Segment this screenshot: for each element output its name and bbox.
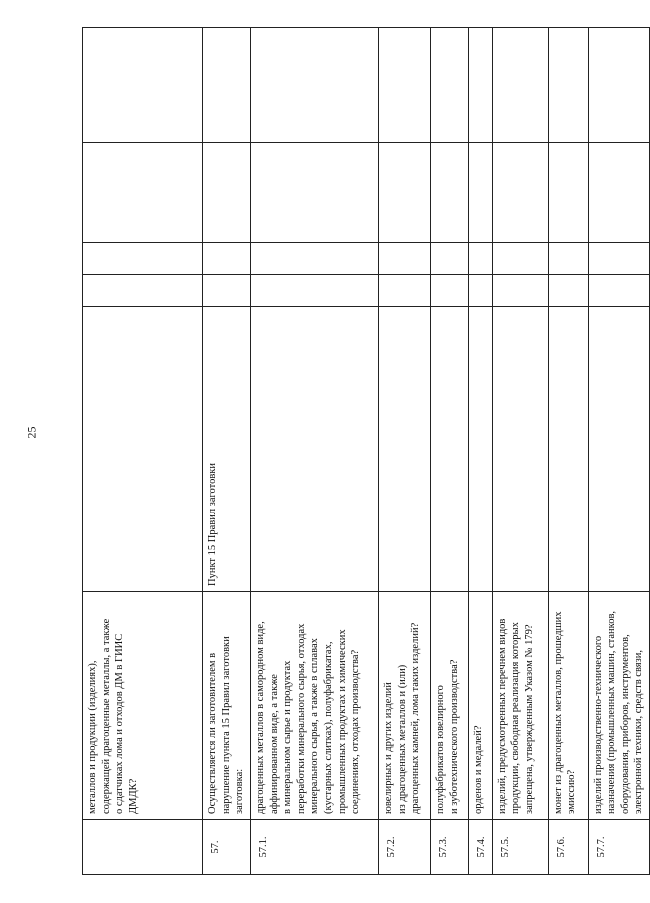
answer-cell <box>378 275 430 307</box>
table-row <box>468 28 492 875</box>
table-row <box>203 28 251 875</box>
answer-cell <box>430 28 468 143</box>
answer-cell <box>548 28 588 143</box>
answer-cell <box>378 143 430 243</box>
legal-reference-cell <box>588 307 650 592</box>
answer-cell <box>588 143 650 243</box>
legal-reference-cell <box>83 307 203 592</box>
answer-cell <box>203 275 251 307</box>
answer-cell <box>378 243 430 275</box>
answer-cell <box>468 243 492 275</box>
item-number-cell: 57.2. <box>378 820 430 875</box>
table-row <box>588 28 650 875</box>
question-cell: изделий производственно-технического назначения (промышленных машин, станков, оборудования, приборов, инструментов, электронной техники, средств связи, <box>588 592 650 820</box>
answer-cell <box>203 143 251 243</box>
answer-cell <box>250 28 378 143</box>
answer-cell <box>492 143 548 243</box>
answer-cell <box>83 243 203 275</box>
legal-reference-cell <box>548 307 588 592</box>
legal-reference-cell: Пункт 15 Правил заготовки <box>203 307 251 592</box>
answer-cell <box>430 143 468 243</box>
item-number-cell: 57.5. <box>492 820 548 875</box>
item-number-cell: 57.1. <box>250 820 378 875</box>
table-row <box>430 28 468 875</box>
item-number-cell: 57.6. <box>548 820 588 875</box>
answer-cell <box>548 143 588 243</box>
answer-cell <box>83 143 203 243</box>
item-number-cell: 57.4. <box>468 820 492 875</box>
answer-cell <box>548 243 588 275</box>
answer-cell <box>468 28 492 143</box>
item-number-cell: 57.3. <box>430 820 468 875</box>
item-number-cell: 57. <box>203 820 251 875</box>
answer-cell <box>378 28 430 143</box>
answer-cell <box>430 275 468 307</box>
question-cell: драгоценных металлов в самородном виде, аффинированном виде, а также в минеральном сырье и продуктах переработки минерального сырья, отходах минерального сырья, а также в сплавах (кустарных слитках), полуфабрикатах, промышленных продуктах и химических соединениях, отходах производства? <box>250 592 378 820</box>
question-cell: полуфабрикатов ювелирного и зуботехнического производства? <box>430 592 468 820</box>
answer-cell <box>250 143 378 243</box>
answer-cell <box>250 243 378 275</box>
question-cell: монет из драгоценных металлов, прошедших эмиссию? <box>548 592 588 820</box>
question-cell: ювелирных и других изделий из драгоценных металлов и (или) драгоценных камней, лома таких изделий? <box>378 592 430 820</box>
document-table-wrapper <box>82 28 645 875</box>
question-cell: орденов и медалей? <box>468 592 492 820</box>
answer-cell <box>588 275 650 307</box>
answer-cell <box>468 275 492 307</box>
question-cell: изделий, предусмотренных перечнем видов продукции, свободная реализация которых запрещена, утвержденным Указом № 179? <box>492 592 548 820</box>
rotated-page-content <box>82 28 645 875</box>
answer-cell <box>83 28 203 143</box>
legal-reference-cell <box>468 307 492 592</box>
legal-reference-cell <box>492 307 548 592</box>
answer-cell <box>250 275 378 307</box>
answer-cell <box>492 275 548 307</box>
table-row <box>492 28 548 875</box>
answer-cell <box>203 243 251 275</box>
answer-cell <box>548 275 588 307</box>
table-row <box>83 28 203 875</box>
answer-cell <box>492 28 548 143</box>
table-row <box>548 28 588 875</box>
legal-reference-cell <box>250 307 378 592</box>
checklist-table <box>82 27 650 875</box>
table-row <box>250 28 378 875</box>
legal-reference-cell <box>430 307 468 592</box>
answer-cell <box>588 243 650 275</box>
page-number: 25 <box>24 426 39 439</box>
question-cell: металлов и продукции (изделиях), содержащей драгоценные металлы, а также о сдатчиках лома и отходов ДМ в ГИИС ДМДК? <box>83 592 203 820</box>
item-number-cell <box>83 820 203 875</box>
answer-cell <box>203 28 251 143</box>
question-cell: Осуществляется ли заготовителем в нарушение пункта 15 Правил заготовки заготовка: <box>203 592 251 820</box>
table-row <box>378 28 430 875</box>
answer-cell <box>492 243 548 275</box>
answer-cell <box>83 275 203 307</box>
answer-cell <box>468 143 492 243</box>
legal-reference-cell <box>378 307 430 592</box>
answer-cell <box>430 243 468 275</box>
item-number-cell: 57.7. <box>588 820 650 875</box>
answer-cell <box>588 28 650 143</box>
